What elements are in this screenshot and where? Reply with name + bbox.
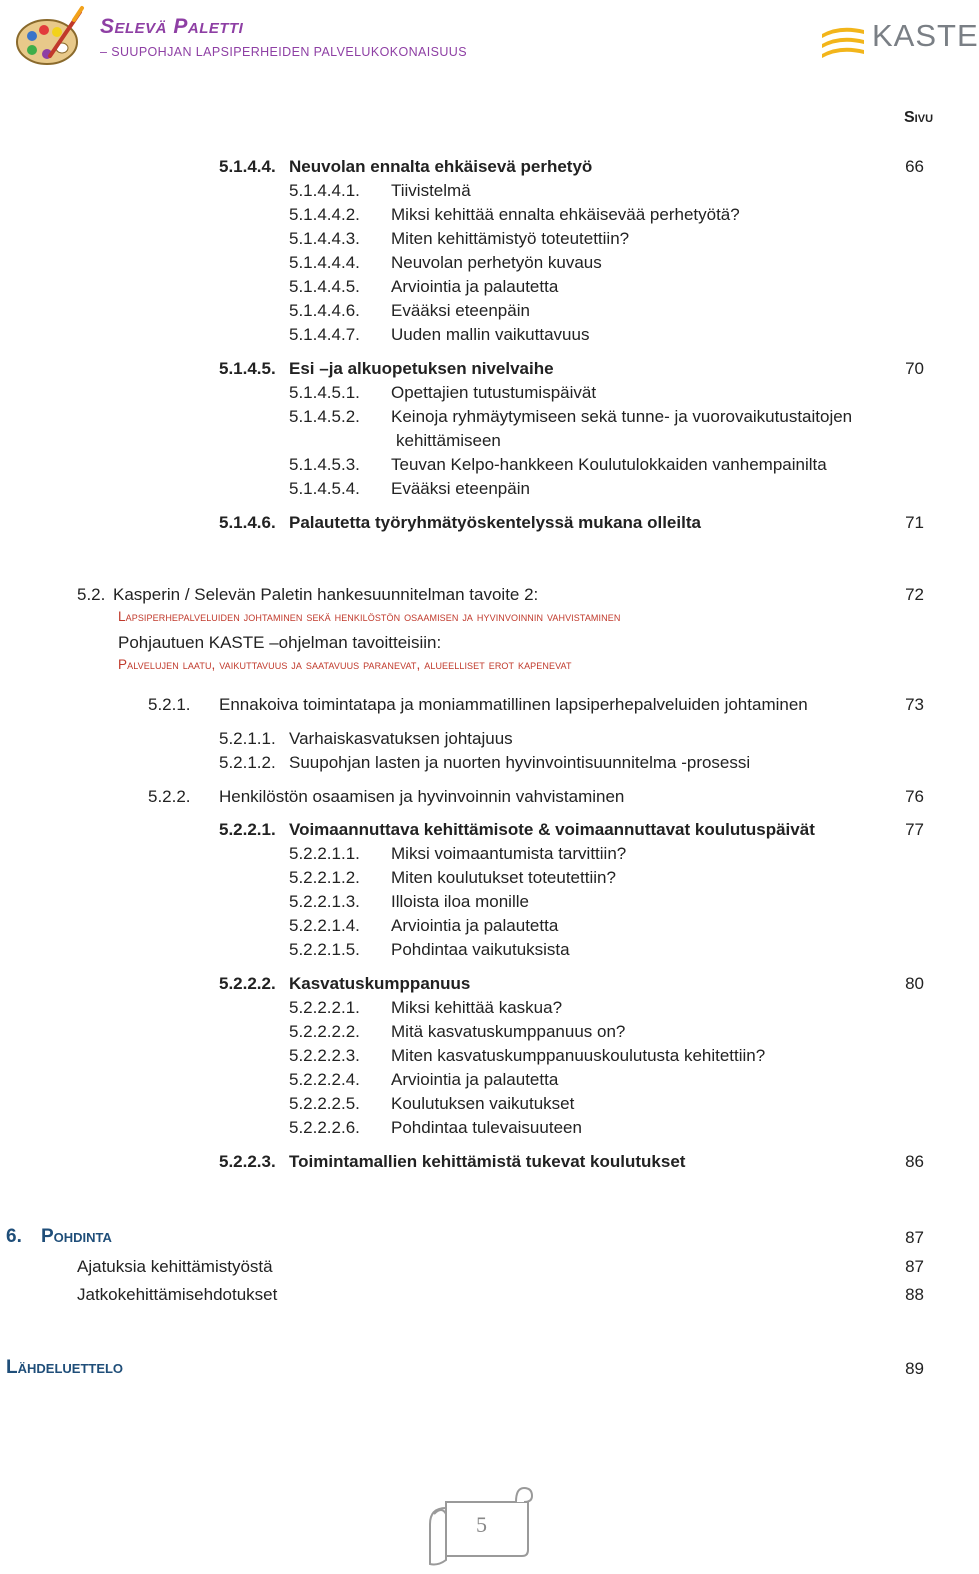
toc-entry-number: 5.2.1. (148, 695, 191, 714)
toc-entry-title[interactable]: Arviointia ja palautetta (391, 277, 559, 296)
toc-entry-number: 5.2.2.2.2. (289, 1022, 360, 1041)
toc-entry-title[interactable]: Keinoja ryhmäytymiseen sekä tunne- ja vuorovaikutustaitojen (391, 407, 853, 426)
toc-entry-number: 5.2.2.3. (219, 1152, 276, 1171)
toc-entry-title[interactable]: Voimaannuttava kehittämisote & voimaannuttavat koulutuspäivät (289, 820, 815, 839)
toc-entry-title[interactable]: Kasvatuskumppanuus (289, 974, 471, 993)
toc-chapter-title[interactable]: Pohdinta (41, 1226, 112, 1247)
toc-page-number: 86 (905, 1152, 924, 1171)
toc-page-number: 70 (905, 359, 924, 378)
toc-page-number: 80 (905, 974, 924, 993)
toc-entry-title[interactable]: Esi –ja alkuopetuksen nivelvaihe (289, 359, 554, 378)
toc-entry-title[interactable]: Mitä kasvatuskumppanuus on? (391, 1022, 626, 1041)
toc-entry-title[interactable]: Evääksi eteenpäin (391, 301, 530, 320)
toc-entry-number: 5.2.2.2.3. (289, 1046, 360, 1065)
page-column-label: Sivu (904, 109, 934, 126)
toc-entry-title[interactable]: Varhaiskasvatuksen johtajuus (289, 729, 513, 748)
toc-entry-title[interactable]: Arviointia ja palautetta (391, 916, 559, 935)
toc-entry-number: 5.1.4.6. (219, 513, 276, 532)
toc-entry-number: 5.1.4.4.2. (289, 205, 360, 224)
toc-entry-title[interactable]: Teuvan Kelpo-hankkeen Koulutulokkaiden vanhempainilta (391, 455, 827, 474)
toc-chapter-number: 6. (6, 1226, 22, 1247)
toc-entry-number: 5.1.4.5.2. (289, 407, 360, 426)
toc-entry-number: 5.1.4.4.4. (289, 253, 360, 272)
toc-page-number: 89 (905, 1359, 924, 1378)
header-subtitle: – SUUPOHJAN LAPSIPERHEIDEN PALVELUKOKONAISUUS (100, 45, 467, 59)
toc-page-number: 87 (905, 1228, 924, 1247)
toc-entry-title[interactable]: Ennakoiva toimintatapa ja moniammatillinen lapsiperhepalveluiden johtaminen (219, 695, 808, 714)
toc-page-number: 66 (905, 157, 924, 176)
toc-entry-number: 5.1.4.4.7. (289, 325, 360, 344)
toc-entry-number: 5.2.2.1. (219, 820, 276, 839)
toc-page-number: 71 (905, 513, 924, 532)
toc-entry-title[interactable]: Arviointia ja palautetta (391, 1070, 559, 1089)
toc-goal-line: Lapsiperhepalveluiden johtaminen sekä henkilöstön osaamisen ja hyvinvoinnin vahvistaminen (118, 609, 621, 624)
toc-entry-number: 5.2.2.1.1. (289, 844, 360, 863)
toc-entry-number: 5.1.4.5.4. (289, 479, 360, 498)
paint-palette-icon (14, 6, 84, 68)
toc-chapter-title[interactable]: Lähdeluettelo (6, 1357, 124, 1378)
toc-entry-title[interactable]: Miksi voimaantumista tarvittiin? (391, 844, 627, 863)
toc-entry-title[interactable]: Neuvolan perhetyön kuvaus (391, 253, 602, 272)
toc-entry-title[interactable]: Pohdintaa tulevaisuuteen (391, 1118, 582, 1137)
toc-entry-number: 5.2.2.2. (219, 974, 276, 993)
toc-entry-number: 5.2.2.1.3. (289, 892, 360, 911)
kaste-logo-text: KASTE (872, 18, 979, 53)
toc-entry-number: 5.2.2.1.5. (289, 940, 360, 959)
toc-entry-number: 5.2.1.2. (219, 753, 276, 772)
toc-entry-number: 5.1.4.4.5. (289, 277, 360, 296)
toc-entry-title[interactable]: Miksi kehittää ennalta ehkäisevää perhetyötä? (391, 205, 740, 224)
toc-entry-number: 5.2.1.1. (219, 729, 276, 748)
header-title: Selevä Paletti (100, 15, 244, 38)
toc-page-number: 88 (905, 1285, 924, 1304)
toc-entry-number: 5.1.4.5.1. (289, 383, 360, 402)
toc-page-number: 77 (905, 820, 924, 839)
toc-entry-title[interactable]: Uuden mallin vaikuttavuus (391, 325, 590, 344)
toc-entry-title[interactable]: Koulutuksen vaikutukset (391, 1094, 575, 1113)
toc-entry-number: 5.2.2.2.6. (289, 1118, 360, 1137)
toc-entry-title[interactable]: Ajatuksia kehittämistyöstä (77, 1257, 273, 1276)
toc-entry-number: 5.1.4.4.3. (289, 229, 360, 248)
toc-entry-title[interactable]: Jatkokehittämisehdotukset (77, 1285, 278, 1304)
toc-entry-title[interactable]: Tiivistelmä (391, 181, 471, 200)
toc-entry-title[interactable]: Miten koulutukset toteutettiin? (391, 868, 616, 887)
toc-entry-title[interactable]: Evääksi eteenpäin (391, 479, 530, 498)
toc-entry-number: 5.2.2.1.4. (289, 916, 360, 935)
kaste-swoosh-icon (820, 22, 866, 64)
toc-entry-title[interactable]: Miksi kehittää kaskua? (391, 998, 563, 1017)
toc-page-number: 72 (905, 585, 924, 604)
toc-goal-line: Pohjautuen KASTE –ohjelman tavoitteisiin: (118, 633, 442, 652)
toc-entry-title[interactable]: Pohdintaa vaikutuksista (391, 940, 570, 959)
toc-entry-title[interactable]: Palautetta työryhmätyöskentelyssä mukana olleilta (289, 513, 701, 532)
toc-entry-title[interactable]: Neuvolan ennalta ehkäisevä perhetyö (289, 157, 593, 176)
toc-entry-number: 5.2.2.2.4. (289, 1070, 360, 1089)
toc-entry-number: 5.1.4.4.1. (289, 181, 360, 200)
page-number: 5 (476, 1512, 487, 1537)
toc-entry-number: 5.1.4.4. (219, 157, 276, 176)
toc-entry-number: 5.2.2.2.1. (289, 998, 360, 1017)
toc-entry-number: 5.2. (77, 585, 106, 604)
toc-entry-number: 5.1.4.5.3. (289, 455, 360, 474)
toc-entry-title[interactable]: Illoista iloa monille (391, 892, 529, 911)
toc-entry-title[interactable]: Miten kehittämistyö toteutettiin? (391, 229, 630, 248)
toc-page-number: 87 (905, 1257, 924, 1276)
toc-entry-title[interactable]: Toimintamallien kehittämistä tukevat koulutukset (289, 1152, 686, 1171)
toc-entry-title[interactable]: Henkilöstön osaamisen ja hyvinvoinnin vahvistaminen (219, 787, 625, 806)
toc-entry-number: 5.1.4.4.6. (289, 301, 360, 320)
toc-entry-title[interactable]: Suupohjan lasten ja nuorten hyvinvointisuunnitelma -prosessi (289, 753, 751, 772)
toc-entry-title[interactable]: Kasperin / Selevän Paletin hankesuunnitelman tavoite 2: (113, 585, 539, 604)
toc-entry-title[interactable]: Miten kasvatuskumppanuuskoulutusta kehitettiin? (391, 1046, 766, 1065)
toc-entry-number: 5.2.2.2.5. (289, 1094, 360, 1113)
toc-entry-number: 5.2.2. (148, 787, 191, 806)
toc-entry-title-continuation[interactable]: kehittämiseen (396, 431, 501, 450)
toc-goal-line: Palvelujen laatu, vaikuttavuus ja saatavuus paranevat, alueelliset erot kapenevat (118, 657, 572, 672)
toc-entry-title[interactable]: Opettajien tutustumispäivät (391, 383, 597, 402)
toc-entry-number: 5.1.4.5. (219, 359, 276, 378)
toc-page-number: 76 (905, 787, 924, 806)
toc-page-number: 73 (905, 695, 924, 714)
toc-entry-number: 5.2.2.1.2. (289, 868, 360, 887)
